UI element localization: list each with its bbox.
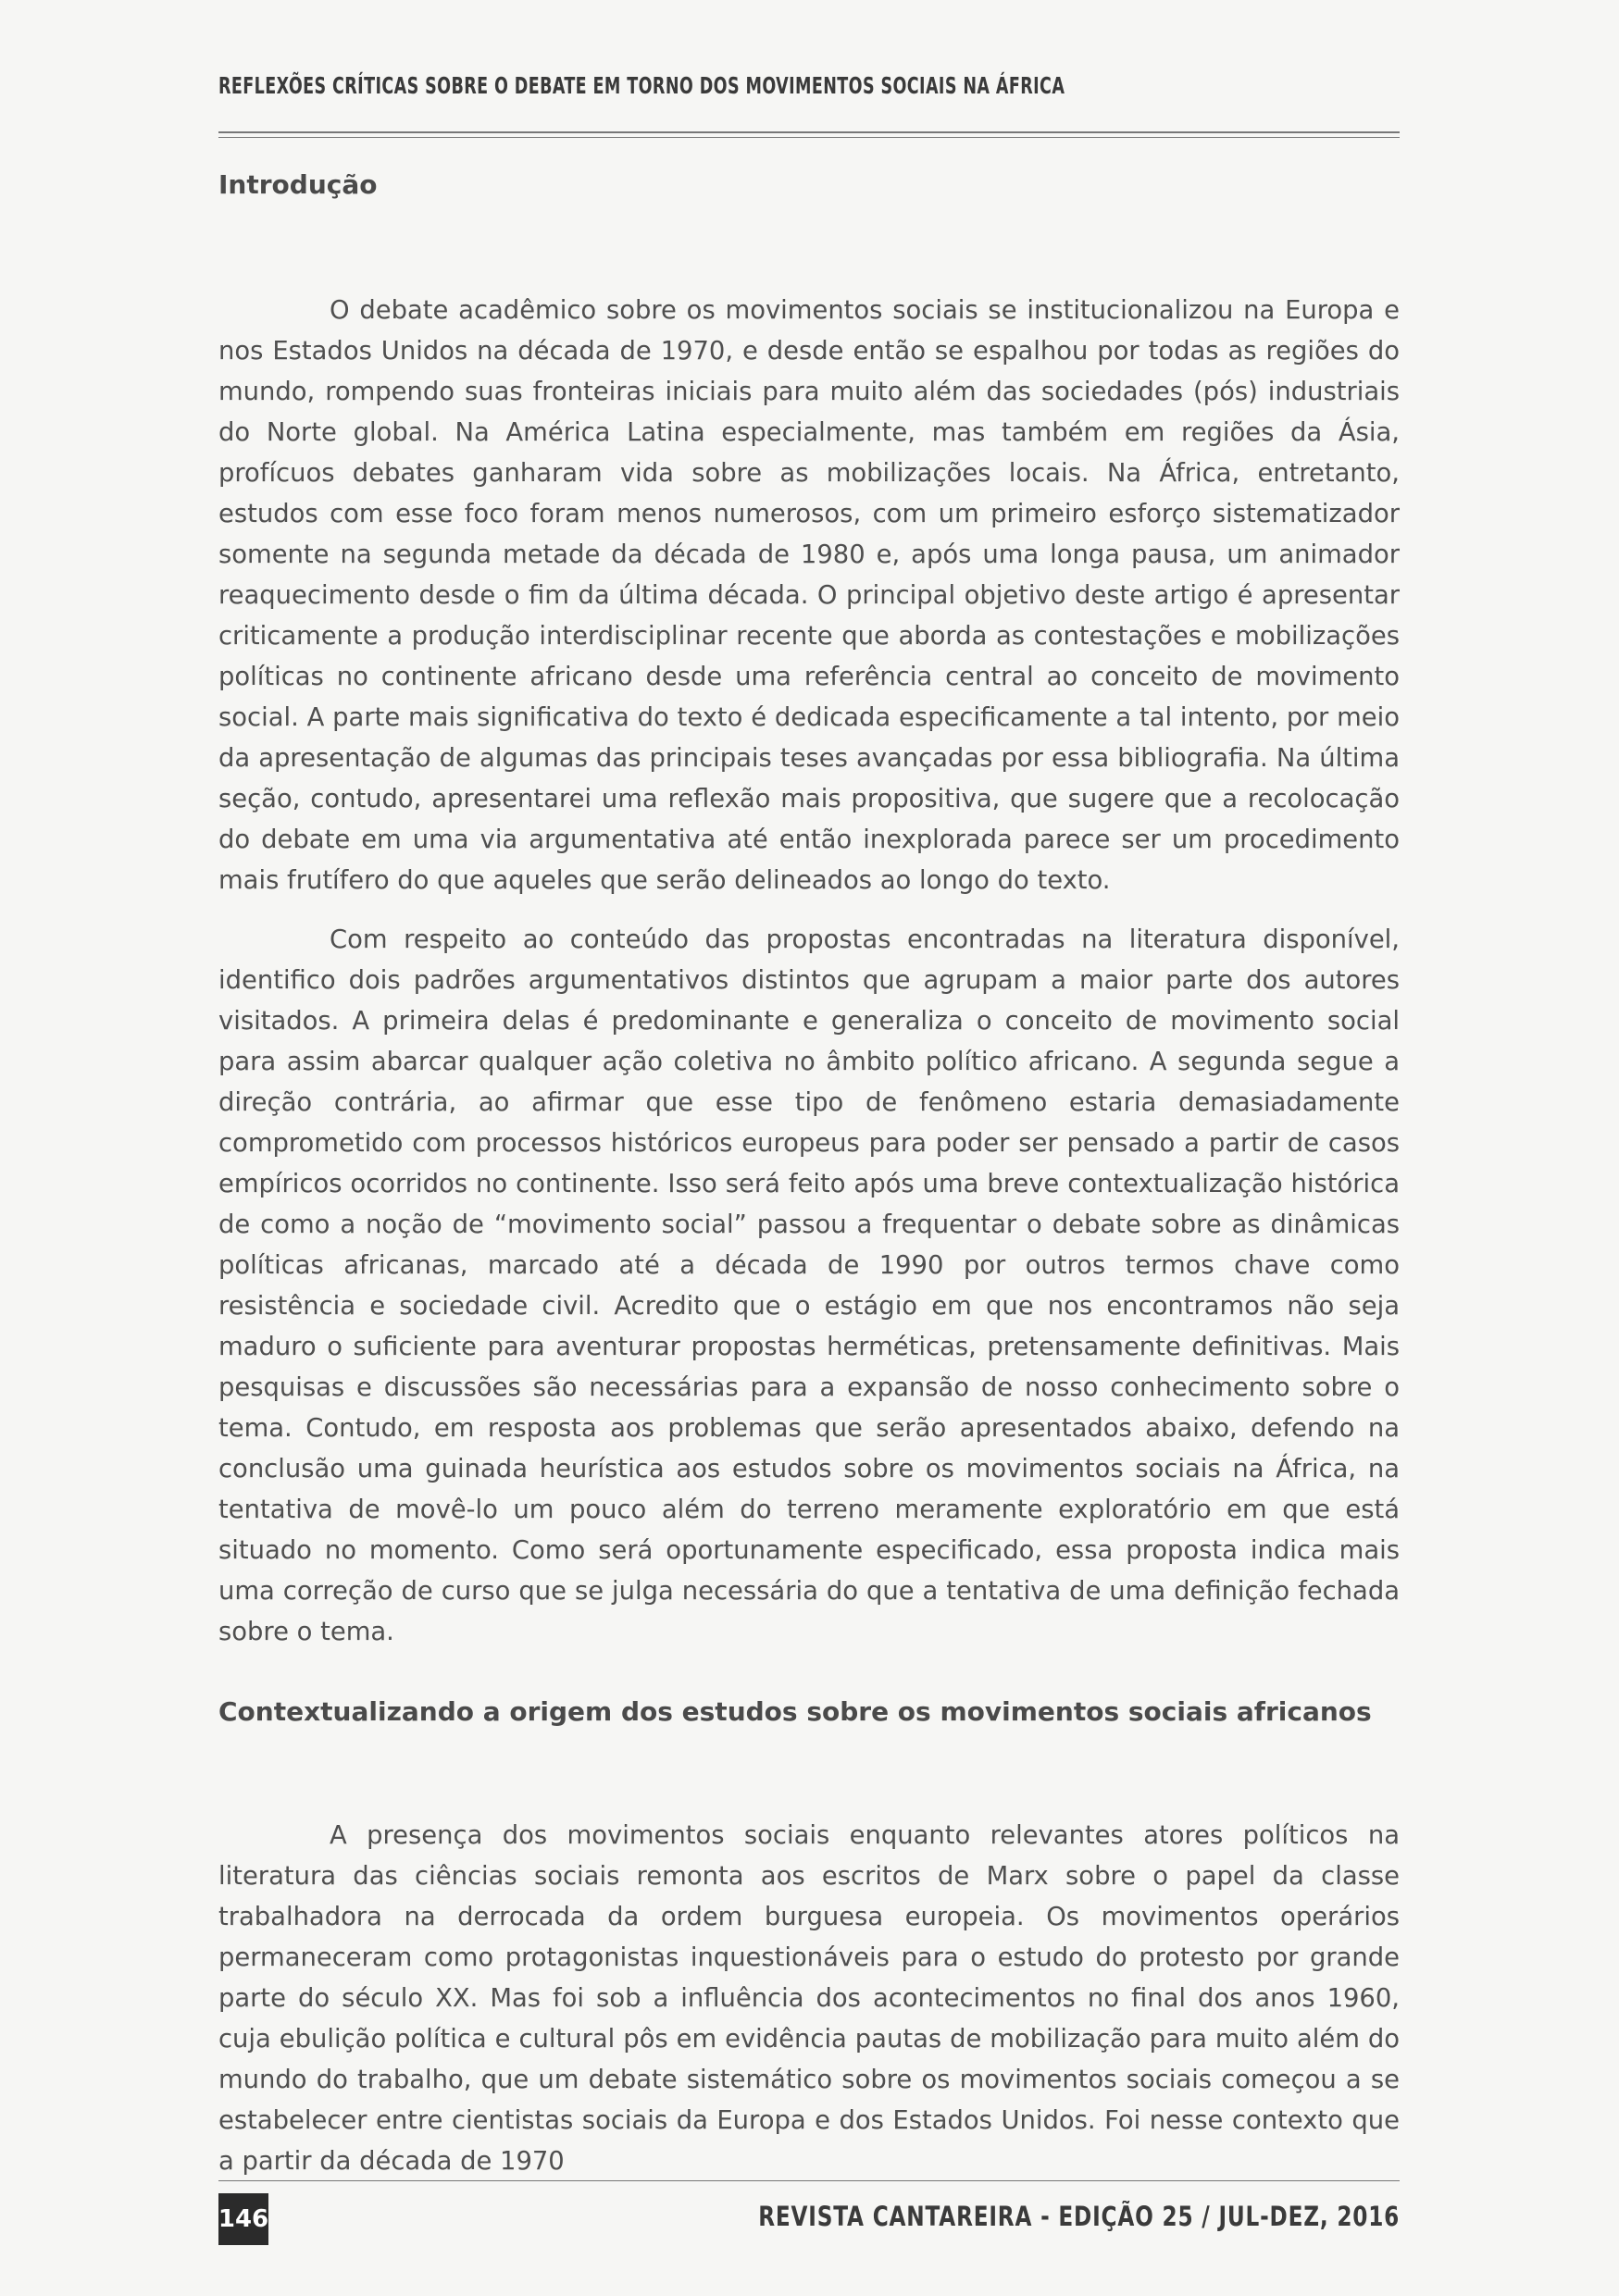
- header-rule-thin: [218, 137, 1400, 138]
- journal-name: REVISTA CANTAREIRA - EDIÇÃO 25 / JUL-DEZ, 2016: [758, 2201, 1400, 2232]
- section-title-context: Contextualizando a origem dos estudos sobre os movimentos sociais africanos: [218, 1696, 1372, 1727]
- header-rule: [218, 131, 1400, 133]
- footer-rule: [218, 2180, 1400, 2181]
- running-head-title: REFLEXÕES CRÍTICAS SOBRE O DEBATE EM TORNO DOS MOVIMENTOS SOCIAIS NA ÁFRICA: [218, 72, 1065, 99]
- page-number: 146: [218, 2193, 268, 2245]
- paragraph-intro-1: O debate acadêmico sobre os movimentos sociais se institucionalizou na Europa e nos Estados Unidos na década de 1970, e desde então se espalhou por todas as regiões do mundo, rompendo suas fronteiras iniciais para muito além das sociedades (pós) industriais do Norte global. Na América Latina especialmente, mas também em regiões da Ásia, profícuos debates ganharam vida sobre as mobilizações locais. Na África, entretanto, estudos com esse foco foram menos numerosos, com um primeiro esforço sistematizador somente na segunda metade da década de 1980 e, após uma longa pausa, um animador reaquecimento desde o fim da última década. O principal objetivo deste artigo é apresentar criticamente a produção interdisciplinar recente que aborda as contestações e mobilizações políticas no continente africano desde uma referência central ao conceito de movimento social. A parte mais significativa do texto é dedicada especificamente a tal intento, por meio da apresentação de algumas das principais teses avançadas por essa bibliografia. Na última seção, contudo, apresentarei uma reflexão mais propositiva, que sugere que a recolocação do debate em uma via argumentativa até então inexplorada parece ser um procedimento mais frutífero do que aqueles que serão delineados ao longo do texto.: [218, 296, 1400, 895]
- section-title-introduction: Introdução: [218, 169, 378, 200]
- paragraph-context-1: A presença dos movimentos sociais enquanto relevantes atores políticos na literatura das ciências sociais remonta aos escritos de Marx sobre o papel da classe trabalhadora na derrocada da ordem burguesa europeia. Os movimentos operários permaneceram como protagonistas inquestionáveis para o estudo do protesto por grande parte do século XX. Mas foi sob a influência dos acontecimentos no final dos anos 1960, cuja ebulição política e cultural pôs em evidência pautas de mobilização para muito além do mundo do trabalho, que um debate sistemático sobre os movimentos sociais começou a se estabelecer entre cientistas sociais da Europa e dos Estados Unidos. Foi nesse contexto que a partir da década de 1970: [218, 1821, 1400, 2176]
- paragraph-intro-2: Com respeito ao conteúdo das propostas encontradas na literatura disponível, identifico dois padrões argumentativos distintos que agrupam a maior parte dos autores visitados. A primeira delas é predominante e generaliza o conceito de movimento social para assim abarcar qualquer ação coletiva no âmbito político africano. A segunda segue a direção contrária, ao afirmar que esse tipo de fenômeno estaria demasiadamente comprometido com processos históricos europeus para poder ser pensado a partir de casos empíricos ocorridos no continente. Isso será feito após uma breve contextualização histórica de como a noção de “movimento social” passou a frequentar o debate sobre as dinâmicas políticas africanas, marcado até a década de 1990 por outros termos chave como resistência e sociedade civil. Acredito que o estágio em que nos encontramos não seja maduro o suficiente para aventurar propostas herméticas, pretensamente definitivas. Mais pesquisas e discussões são necessárias para a expansão de nosso conhecimento sobre o tema. Contudo, em resposta aos problemas que serão apresentados abaixo, defendo na conclusão uma guinada heurística aos estudos sobre os movimentos sociais na África, na tentativa de movê-lo um pouco além do terreno meramente exploratório em que está situado no momento. Como será oportunamente especificado, essa proposta indica mais uma correção de curso que se julga necessária do que a tentativa de uma definição fechada sobre o tema.: [218, 925, 1400, 1646]
